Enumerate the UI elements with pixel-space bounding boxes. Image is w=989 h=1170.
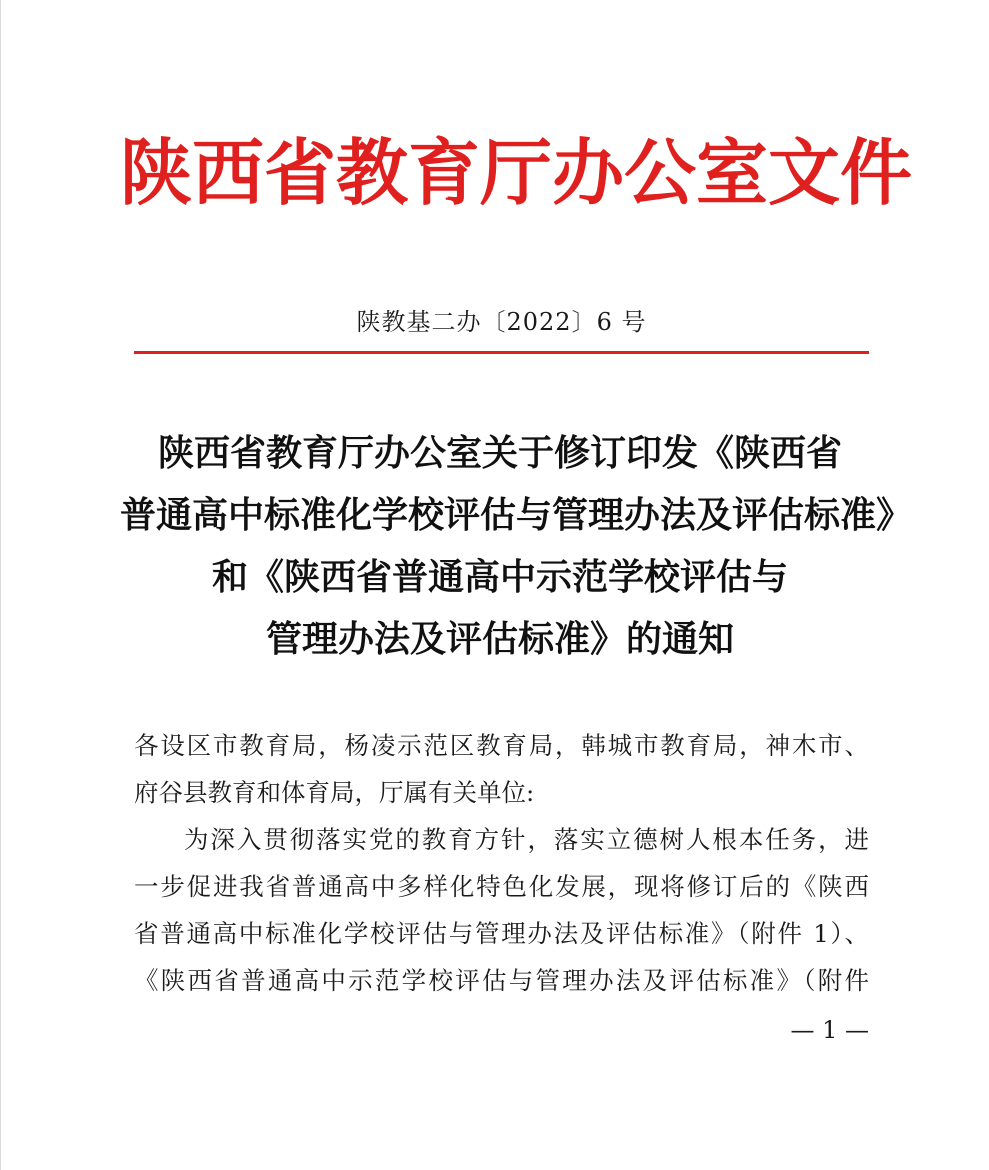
addressee-line: 府谷县教育和体育局，厅属有关单位:	[134, 778, 535, 807]
notice-title-line: 普通高中标准化学校评估与管理办法及评估标准》	[120, 494, 913, 536]
paragraph-line: 省普通高中标准化学校评估与管理办法及评估标准》（附件 1）、	[134, 919, 869, 948]
addressee-line: 各设区市教育局，杨凌示范区教育局，韩城市教育局，神木市、	[134, 731, 869, 760]
page-left-edge	[0, 0, 1, 1170]
notice-title-line: 陕西省教育厅办公室关于修订印发《陕西省	[157, 432, 842, 474]
page-number: — 1 —	[790, 1016, 869, 1044]
notice-title-line: 管理办法及评估标准》的通知	[265, 618, 734, 660]
document-number: 陕教基二办〔2022〕6 号	[356, 308, 647, 336]
notice-title-line: 和《陕西省普通高中示范学校评估与	[211, 556, 788, 598]
body-text	[134, 722, 869, 1004]
notice-title	[120, 422, 913, 670]
paragraph-line: 一步促进我省普通高中多样化特色化发展，现将修订后的《陕西	[134, 872, 869, 901]
paragraph-line: 《陕西省普通高中示范学校评估与管理办法及评估标准》（附件	[134, 966, 869, 995]
paragraph-line: 为深入贯彻落实党的教育方针，落实立德树人根本任务，进	[184, 825, 869, 854]
red-divider-line	[134, 351, 869, 354]
document-header-title: 陕西省教育厅办公室文件	[120, 130, 913, 215]
